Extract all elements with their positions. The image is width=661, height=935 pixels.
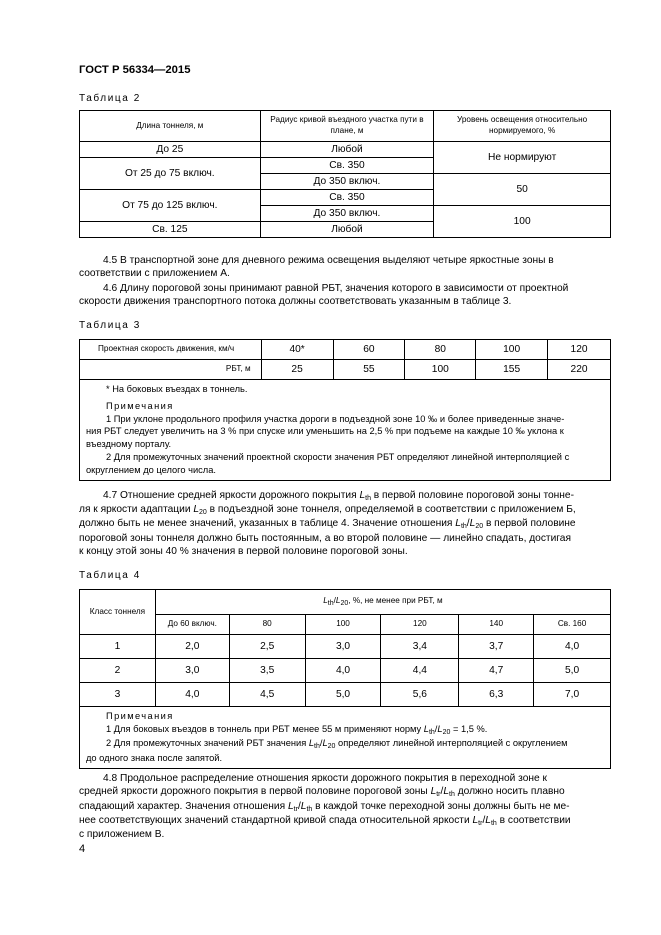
table2-cell: От 25 до 75 включ. (80, 158, 261, 190)
text-run: должно носить плавно (454, 786, 565, 798)
slash: / (466, 518, 470, 530)
table2 (79, 110, 611, 238)
subscript: 20 (327, 743, 336, 751)
table3-note-line: въездному порталу. (86, 439, 172, 450)
table4-class: 3 (80, 683, 156, 707)
paragraph-line: 4.8 Продольное распределение отношения яркости дорожного покрытия в переходной зоне к (103, 773, 547, 784)
table4-cell: 2,0 (155, 635, 229, 659)
subscript: 20 (442, 728, 451, 736)
table3-rbt-label: РБТ, м (80, 360, 262, 380)
text-run: в первой половине пороговой зоны тонне- (370, 490, 574, 501)
table4-cell: 4,5 (229, 683, 305, 707)
table4-cell: 5,0 (534, 659, 611, 683)
table4-notes (80, 707, 611, 769)
table4-cell: 4,7 (459, 659, 534, 683)
table3-note-line: 1 При уклоне продольного профиля участка дороги в подъездной зоне 10 ‰ и более приведенные значе- (106, 413, 565, 424)
table4-cell: 3,7 (459, 635, 534, 659)
text-run: должно быть не менее значений, указанных в таблице 4. Значение отношения (79, 518, 456, 530)
text-run: определяют линейной интерполяцией с округлением (335, 738, 568, 749)
symbol: L (308, 738, 315, 749)
table3-speed-label: Проектная скорость движения, км/ч (80, 340, 262, 360)
table3-cell: 100 (476, 340, 548, 360)
table4-cell: 5,6 (381, 683, 459, 707)
table3-cell: 155 (476, 360, 548, 380)
symbol: L (322, 738, 328, 749)
table3-cell: 25 (261, 360, 333, 380)
table3-footnote: * На боковых въездах в тоннель. (106, 384, 248, 394)
table3-cell: 120 (548, 340, 611, 360)
table2-header-length: Длина тоннеля, м (80, 111, 261, 142)
table4-cell: 2,5 (229, 635, 305, 659)
symbol: L (443, 786, 450, 798)
table3-cell: 100 (405, 360, 476, 380)
symbol: L (323, 595, 328, 605)
table2-cell: 50 (434, 174, 611, 206)
table4-cell: 3,0 (305, 635, 381, 659)
table-row (80, 635, 611, 659)
text-run: в первой половине (483, 518, 576, 530)
text-run: средней яркости дорожного покрытия в первой половине пороговой зоны (79, 786, 431, 798)
text-run: в подъездной зоне тоннеля, определяемой в соответствии с приложением Б, (206, 504, 576, 516)
paragraph-line: соответствии с приложением А. (79, 268, 230, 280)
slash: / (297, 800, 301, 812)
slash: / (482, 814, 486, 826)
subscript: th (449, 791, 455, 799)
table2-cell: До 350 включ. (260, 206, 434, 222)
table2-cell: 100 (434, 206, 611, 238)
table2-cell: До 350 включ. (260, 174, 434, 190)
slash: / (333, 595, 336, 605)
table3-note-line: ния РБТ следует увеличить на 3 % при спуске или уменьшить на 2,5 % при подъеме на каждые 10 ‰ уклона к (86, 426, 564, 437)
table4-cell: 3,0 (155, 659, 229, 683)
text-run: в каждой точке переходной зоны должны быть не ме- (312, 800, 570, 812)
paragraph-line: скорости движения транспортного потока должны соответствовать указанным в таблице 3. (79, 296, 512, 308)
table4-cell: 3,4 (381, 635, 459, 659)
table4-cell: 4,0 (534, 635, 611, 659)
paragraph-4-8 (79, 772, 611, 842)
paragraph-line: пороговой зоны тоннеля должно быть постоянным, а во второй половине — линейно спадать, достигая (79, 532, 571, 544)
text-run: спадающий характер. Значения отношения (79, 800, 288, 812)
table3-cell: 55 (333, 360, 405, 380)
subscript: th (327, 599, 334, 607)
table4-class: 1 (80, 635, 156, 659)
symbol: L (485, 814, 491, 826)
paragraph-line: 4.5 В транспортной зоне для дневного режима освещения выделяют четыре яркостные зоны в (103, 255, 554, 266)
paragraph-4-7 (79, 489, 611, 559)
symbol: L (193, 504, 200, 516)
symbol: L (430, 786, 437, 798)
table4-ratio-header (155, 590, 610, 615)
table3-cell: 80 (405, 340, 476, 360)
table4-col-header: 140 (459, 615, 534, 635)
table3-cell: 220 (548, 360, 611, 380)
table4-cell: 7,0 (534, 683, 611, 707)
table2-cell: Св. 350 (260, 158, 434, 174)
paragraph-line: 4.6 Длину пороговой зоны принимают равной РБТ, значения которого в зависимости от проектной (103, 283, 569, 294)
table3 (79, 339, 611, 481)
table2-cell: Не нормируют (434, 142, 611, 174)
table3-cell: 40* (261, 340, 333, 360)
text-run: ля к яркости адаптации (79, 504, 194, 516)
paragraph-line: к концу этой зоны 40 % значения в первой половине пороговой зоны. (79, 546, 408, 558)
subscript: 20 (199, 509, 207, 517)
table4-cell: 5,0 (305, 683, 381, 707)
table4-class-header: Класс тоннеля (80, 590, 156, 635)
table4-col-header: До 60 включ. (155, 615, 229, 635)
table4-cell: 3,5 (229, 659, 305, 683)
table2-caption: Таблица 2 (79, 93, 141, 104)
table4-class: 2 (80, 659, 156, 683)
symbol: L (455, 518, 461, 530)
subscript: th (460, 523, 467, 531)
table4-caption: Таблица 4 (79, 570, 141, 581)
table3-cell: 60 (333, 340, 405, 360)
table3-caption: Таблица 3 (79, 320, 141, 331)
subscript: tr (478, 819, 483, 827)
text-run: в соответствии (496, 814, 571, 826)
table-row (80, 659, 611, 683)
table4-col-header: 100 (305, 615, 381, 635)
subscript: 20 (475, 523, 484, 531)
paragraph-line: с приложением В. (79, 829, 165, 841)
table4-notes-title: Примечания (106, 711, 174, 721)
subscript: th (365, 495, 371, 502)
table2-cell: До 25 (80, 142, 261, 158)
document-header: ГОСТ Р 56334—2015 (79, 64, 191, 76)
text-run: нее соответствующих значений стандартной кривой спада относительной яркости (79, 814, 473, 826)
table3-notes (80, 380, 611, 481)
table2-cell: От 75 до 125 включ. (80, 190, 261, 222)
table2-cell: Св. 125 (80, 222, 261, 238)
subscript: th (306, 805, 313, 813)
table4-cell: 4,0 (305, 659, 381, 683)
symbol: L (287, 800, 294, 812)
subscript: th (314, 743, 320, 751)
text-run: 1 Для боковых въездов в тоннель при РБТ менее 55 м применяют норму (106, 723, 424, 734)
symbol: L (359, 490, 366, 501)
text-run: = 1,5 %. (450, 723, 488, 734)
table2-header-radius: Радиус кривой въездного участка пути в плане, м (260, 111, 434, 142)
slash: / (440, 786, 444, 798)
symbol: L (469, 518, 476, 530)
subscript: tr (293, 805, 298, 813)
table3-note-line: 2 Для промежуточных значений проектной скорости значения РБТ определяют линейной интерполяцией с (106, 452, 570, 463)
symbol: L (437, 723, 443, 734)
subscript: tr (436, 791, 441, 799)
table3-note-line: округлением до целого числа. (86, 464, 216, 475)
text-run: 2 Для промежуточных значений РБТ значения (106, 738, 309, 749)
table4-col-header: 120 (381, 615, 459, 635)
subscript: 20 (340, 599, 349, 607)
table4-cell: 6,3 (459, 683, 534, 707)
subscript: th (490, 819, 497, 827)
table4-note-line: до одного знака после запятой. (86, 753, 223, 764)
paragraph-4-5 (79, 254, 611, 281)
table4-col-header: Св. 160 (534, 615, 611, 635)
table4-cell: 4,4 (381, 659, 459, 683)
table4-cell: 4,0 (155, 683, 229, 707)
page-number: 4 (79, 843, 86, 855)
symbol: L (300, 800, 307, 812)
header-text: , %, не менее при РБТ, м (348, 595, 443, 605)
symbol: L (472, 814, 479, 826)
table2-cell: Любой (260, 142, 434, 158)
slash: / (434, 723, 438, 734)
text-run: 4.7 Отношение средней яркости дорожного покрытия (103, 490, 360, 501)
paragraph-4-6 (79, 282, 611, 309)
table4 (79, 589, 611, 769)
subscript: th (428, 728, 435, 736)
table2-cell: Любой (260, 222, 434, 238)
table2-cell: Св. 350 (260, 190, 434, 206)
table4-col-header: 80 (229, 615, 305, 635)
slash: / (319, 738, 323, 749)
symbol: L (335, 595, 341, 605)
table2-header-level: Уровень освещения относительно нормируемого, % (434, 111, 611, 142)
table-row (80, 683, 611, 707)
table3-notes-title: Примечания (106, 400, 174, 411)
symbol: L (423, 723, 429, 734)
